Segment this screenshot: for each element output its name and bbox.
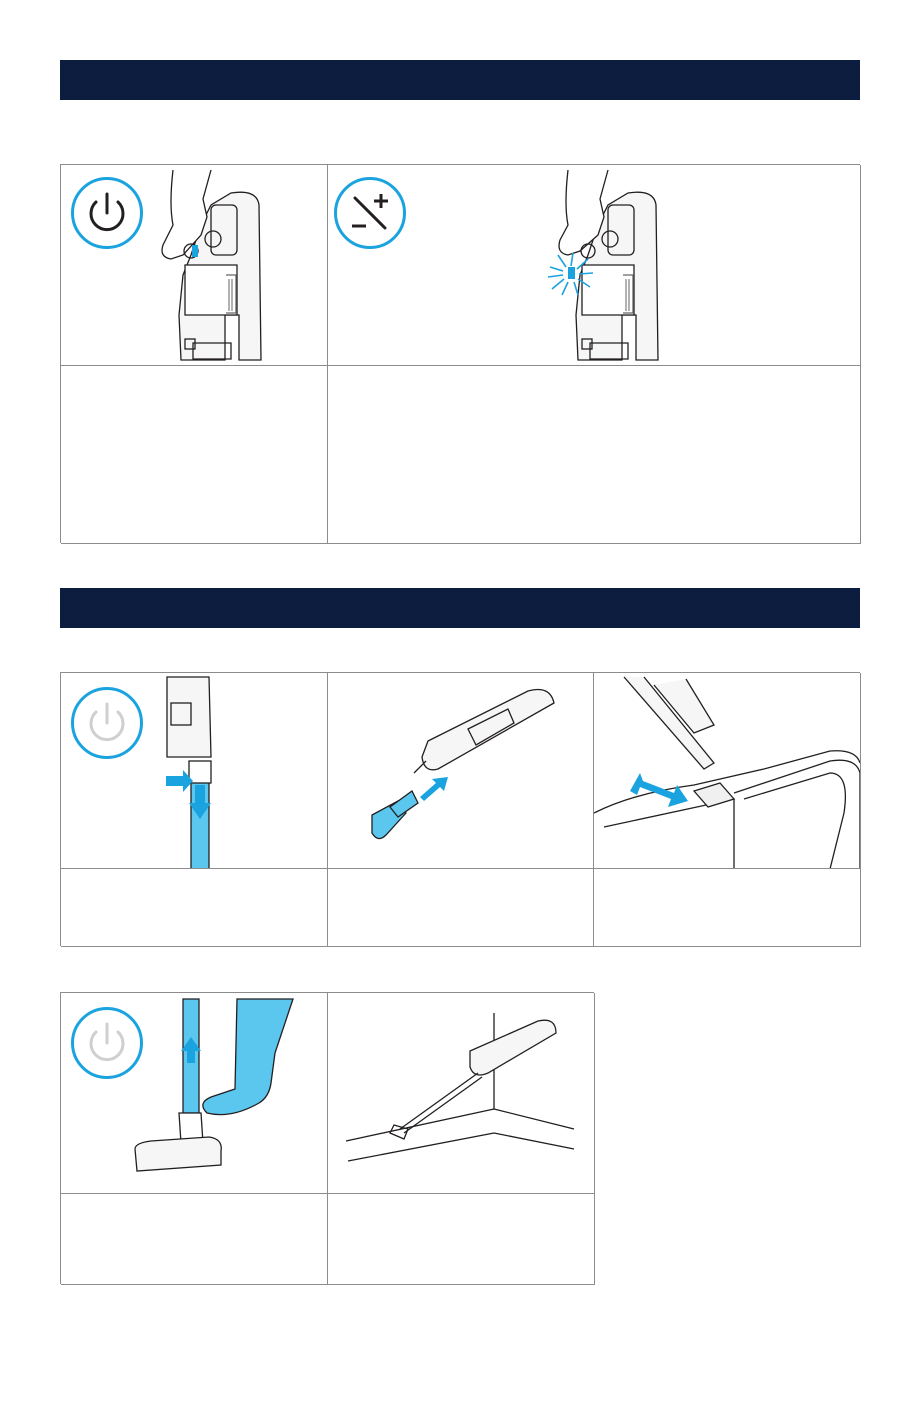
section-header-2 <box>60 588 860 628</box>
section-2-panel-b <box>60 992 594 1284</box>
handheld-floor-edge-illustration <box>328 993 595 1194</box>
vacuum-handle-illustration <box>61 165 328 366</box>
remove-wand-illustration-cell <box>61 673 328 869</box>
floor-head-text-cell <box>61 1194 328 1285</box>
floor-head-release-illustration-cell <box>61 993 328 1194</box>
section-2-title <box>60 598 74 618</box>
vacuum-handle-flash-illustration <box>328 165 861 366</box>
floor-edge-illustration-cell <box>328 993 595 1194</box>
crevice-tool-illustration-cell <box>328 673 594 869</box>
suction-adjust-illustration-cell <box>328 165 861 366</box>
crevice-tool-text-cell <box>328 869 594 947</box>
floor-edge-text-cell <box>328 1194 595 1285</box>
section-2-panel-a <box>60 672 860 946</box>
wand-release-illustration <box>61 673 328 869</box>
handheld-attach-illustration <box>328 673 594 869</box>
power-on-illustration-cell <box>61 165 328 366</box>
section-1-panel <box>60 164 860 543</box>
section-header-1 <box>60 60 860 100</box>
upholstery-text-cell <box>594 869 861 947</box>
suction-text-cell <box>328 366 861 544</box>
remove-wand-text-cell <box>61 869 328 947</box>
power-text-cell <box>61 366 328 544</box>
upholstery-illustration-cell <box>594 673 861 869</box>
foot-release-illustration <box>61 993 328 1194</box>
section-1-title <box>60 70 74 90</box>
sofa-cleaning-illustration <box>594 673 861 869</box>
